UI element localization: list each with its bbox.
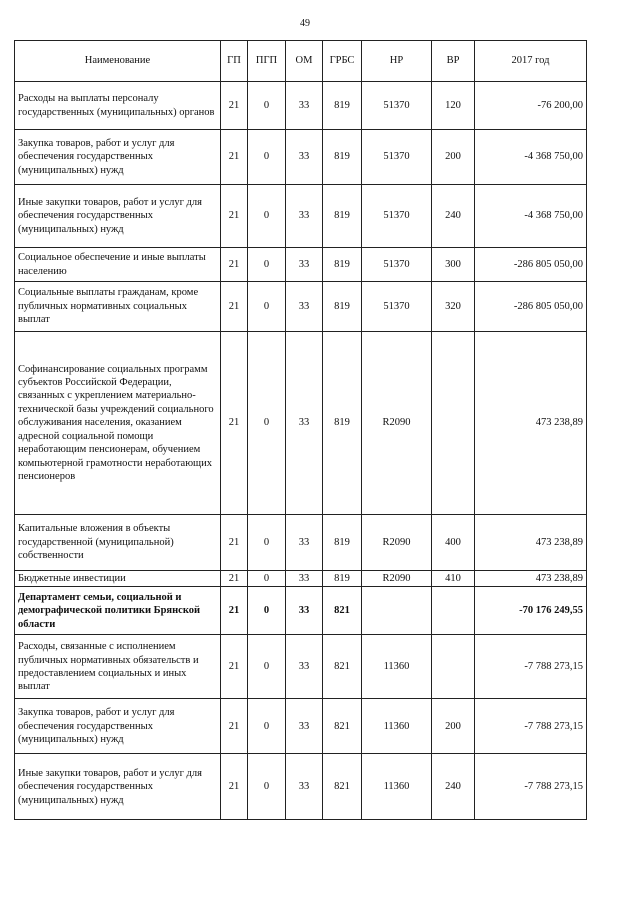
row-np: R2090	[362, 571, 432, 587]
row-vr: 320	[432, 282, 475, 332]
row-np: R2090	[362, 332, 432, 515]
table-row	[15, 515, 587, 571]
row-amount: -4 368 750,00	[475, 130, 587, 185]
row-gp: 21	[221, 282, 248, 332]
row-gp: 21	[221, 248, 248, 282]
row-om: 33	[286, 587, 323, 635]
row-pgp: 0	[248, 282, 286, 332]
table-row	[15, 635, 587, 699]
row-amount: -286 805 050,00	[475, 282, 587, 332]
table-row	[15, 282, 587, 332]
row-om: 33	[286, 248, 323, 282]
header-np: НР	[362, 41, 432, 82]
row-pgp: 0	[248, 699, 286, 754]
row-vr: 120	[432, 82, 475, 130]
table-header-row	[15, 41, 587, 82]
row-np: 51370	[362, 185, 432, 248]
row-pgp: 0	[248, 82, 286, 130]
row-vr: 400	[432, 515, 475, 571]
row-grbs: 819	[323, 82, 362, 130]
table-row	[15, 248, 587, 282]
row-gp: 21	[221, 130, 248, 185]
table-row	[15, 185, 587, 248]
row-name: Закупка товаров, работ и услуг для обеспечения государственных (муниципальных) нужд	[15, 130, 221, 185]
row-grbs: 821	[323, 587, 362, 635]
row-name: Иные закупки товаров, работ и услуг для обеспечения государственных (муниципальных) нужд	[15, 754, 221, 820]
row-gp: 21	[221, 332, 248, 515]
row-pgp: 0	[248, 515, 286, 571]
row-np: 11360	[362, 699, 432, 754]
row-grbs: 819	[323, 282, 362, 332]
row-om: 33	[286, 130, 323, 185]
row-np: 51370	[362, 130, 432, 185]
row-amount: 473 238,89	[475, 571, 587, 587]
row-vr: 300	[432, 248, 475, 282]
row-gp: 21	[221, 515, 248, 571]
row-np: 11360	[362, 635, 432, 699]
row-amount: 473 238,89	[475, 332, 587, 515]
row-gp: 21	[221, 82, 248, 130]
row-grbs: 821	[323, 699, 362, 754]
row-amount: -7 788 273,15	[475, 699, 587, 754]
row-om: 33	[286, 635, 323, 699]
row-np: 51370	[362, 82, 432, 130]
row-vr	[432, 635, 475, 699]
row-grbs: 819	[323, 515, 362, 571]
row-pgp: 0	[248, 130, 286, 185]
row-amount: -7 788 273,15	[475, 635, 587, 699]
row-om: 33	[286, 282, 323, 332]
table-row	[15, 82, 587, 130]
row-name: Иные закупки товаров, работ и услуг для обеспечения государственных (муниципальных) нужд	[15, 185, 221, 248]
row-pgp: 0	[248, 571, 286, 587]
row-gp: 21	[221, 699, 248, 754]
row-name: Социальные выплаты гражданам, кроме публичных нормативных социальных выплат	[15, 282, 221, 332]
row-gp: 21	[221, 635, 248, 699]
row-amount: -286 805 050,00	[475, 248, 587, 282]
row-grbs: 819	[323, 571, 362, 587]
row-amount: 473 238,89	[475, 515, 587, 571]
row-amount: -70 176 249,55	[475, 587, 587, 635]
header-vr: ВР	[432, 41, 475, 82]
row-om: 33	[286, 332, 323, 515]
row-vr: 200	[432, 699, 475, 754]
header-gp: ГП	[221, 41, 248, 82]
page-number: 49	[300, 18, 310, 29]
row-om: 33	[286, 699, 323, 754]
header-name: Наименование	[15, 41, 221, 82]
row-vr: 200	[432, 130, 475, 185]
row-vr	[432, 332, 475, 515]
row-gp: 21	[221, 571, 248, 587]
row-vr: 240	[432, 185, 475, 248]
row-name: Департамент семьи, социальной и демографической политики Брянской области	[15, 587, 221, 635]
row-pgp: 0	[248, 248, 286, 282]
header-year: 2017 год	[475, 41, 587, 82]
row-name: Социальное обеспечение и иные выплаты населению	[15, 248, 221, 282]
row-pgp: 0	[248, 635, 286, 699]
row-np: 11360	[362, 754, 432, 820]
row-amount: -4 368 750,00	[475, 185, 587, 248]
row-np	[362, 587, 432, 635]
row-grbs: 819	[323, 130, 362, 185]
row-vr: 240	[432, 754, 475, 820]
row-pgp: 0	[248, 332, 286, 515]
row-om: 33	[286, 82, 323, 130]
row-grbs: 821	[323, 635, 362, 699]
row-gp: 21	[221, 754, 248, 820]
row-amount: -7 788 273,15	[475, 754, 587, 820]
row-name: Расходы на выплаты персоналу государственных (муниципальных) органов	[15, 82, 221, 130]
budget-table	[14, 40, 587, 820]
row-gp: 21	[221, 185, 248, 248]
row-gp: 21	[221, 587, 248, 635]
row-om: 33	[286, 754, 323, 820]
row-grbs: 819	[323, 248, 362, 282]
row-name: Закупка товаров, работ и услуг для обеспечения государственных (муниципальных) нужд	[15, 699, 221, 754]
row-np: 51370	[362, 248, 432, 282]
row-name: Бюджетные инвестиции	[15, 571, 221, 587]
row-pgp: 0	[248, 587, 286, 635]
table-row-department	[15, 587, 587, 635]
row-name: Расходы, связанные с исполнением публичных нормативных обязательств и предоставлением социальных и иных выплат	[15, 635, 221, 699]
row-vr: 410	[432, 571, 475, 587]
row-np: R2090	[362, 515, 432, 571]
header-grbs: ГРБС	[323, 41, 362, 82]
row-grbs: 819	[323, 332, 362, 515]
table-row	[15, 130, 587, 185]
row-pgp: 0	[248, 754, 286, 820]
row-amount: -76 200,00	[475, 82, 587, 130]
row-grbs: 819	[323, 185, 362, 248]
row-om: 33	[286, 571, 323, 587]
table-row	[15, 332, 587, 515]
table-row	[15, 571, 587, 587]
row-np: 51370	[362, 282, 432, 332]
table-row	[15, 699, 587, 754]
row-grbs: 821	[323, 754, 362, 820]
header-pgp: ПГП	[248, 41, 286, 82]
row-om: 33	[286, 185, 323, 248]
row-om: 33	[286, 515, 323, 571]
header-om: ОМ	[286, 41, 323, 82]
row-name: Капитальные вложения в объекты государственной (муниципальной) собственности	[15, 515, 221, 571]
row-pgp: 0	[248, 185, 286, 248]
row-vr	[432, 587, 475, 635]
row-name: Софинансирование социальных программ субъектов Российской Федерации, связанных с укреплением материально-технической базы учреждений социального обслуживания населения, оказанием адресной социальной помощи неработающим пенсионерам, обучением компьютерной грамотности неработающих пенсионеров	[15, 332, 221, 515]
table-row	[15, 754, 587, 820]
